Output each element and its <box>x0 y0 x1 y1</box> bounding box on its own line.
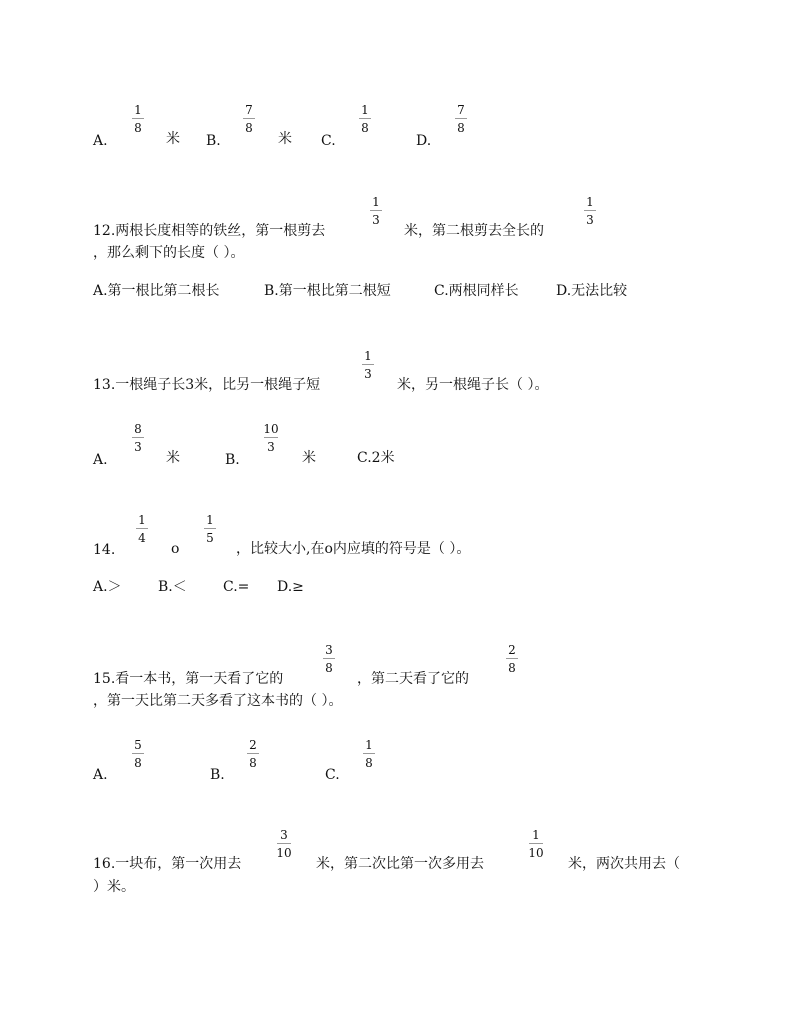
q15-fraction-1: 3 8 <box>316 643 342 675</box>
q13-option-a-label: A. <box>93 452 108 468</box>
q11-option-c-fraction: 1 8 <box>352 103 378 135</box>
q15-option-b-label: B. <box>210 767 225 783</box>
q16-fraction-2: 1 10 <box>528 828 544 860</box>
q14-stem: ，比较大小,在o内应填的符号是（ ）。 <box>236 541 471 557</box>
q14-number: 14. <box>93 542 116 558</box>
q14-option-a: A.＞ <box>93 579 122 595</box>
q13-stem-part2: 米，另一根绳子长（ ）。 <box>397 377 549 393</box>
q11-option-b-fraction: 7 8 <box>236 103 262 135</box>
q15-option-a-fraction: 5 8 <box>125 738 151 770</box>
q11-option-d-label: D. <box>416 133 432 149</box>
q15-stem-part1: 15.看一本书，第一天看了它的 <box>93 671 284 687</box>
q16-fraction-1: 3 10 <box>276 828 292 860</box>
q12-option-d: D.无法比较 <box>556 283 628 299</box>
q16-stem-part3: 米，两次共用去（ <box>568 856 680 872</box>
q11-option-b-unit: 米 <box>278 131 292 147</box>
q15-fraction-2: 2 8 <box>499 643 525 675</box>
q13-option-a-unit: 米 <box>166 450 180 466</box>
q12-stem-part1: 12.两根长度相等的铁丝，第一根剪去 <box>93 223 326 239</box>
q13-stem-part1: 13.一根绳子长3米，比另一根绳子短 <box>93 377 321 393</box>
q15-option-b-fraction: 2 8 <box>240 738 266 770</box>
q12-option-b: B.第一根比第二根短 <box>264 283 391 299</box>
q11-option-d-fraction: 7 8 <box>448 103 474 135</box>
q14-fraction-2: 1 5 <box>197 513 223 545</box>
q11-option-b-label: B. <box>206 133 221 149</box>
q16-stem-part2: 米，第二次比第一次多用去 <box>316 856 484 872</box>
q15-stem-part2: ，第二天看了它的 <box>357 671 469 687</box>
q12-stem-part2: 米，第二根剪去全长的 <box>404 223 544 239</box>
q15-option-c-fraction: 1 8 <box>356 738 382 770</box>
q13-option-a-fraction: 8 3 <box>125 422 151 454</box>
q14-option-c: C.= <box>223 579 250 595</box>
q13-option-b-fraction: 10 3 <box>263 422 279 454</box>
q16-stem-part1: 16.一块布，第一次用去 <box>93 856 242 872</box>
q12-option-a: A.第一根比第二根长 <box>93 283 220 299</box>
q14-compare-circle: o <box>171 541 180 557</box>
q11-option-a-label: A. <box>93 133 108 149</box>
q13-option-c: C.2米 <box>357 450 395 466</box>
q11-option-a-unit: 米 <box>166 131 180 147</box>
q15-option-c-label: C. <box>325 767 340 783</box>
q14-option-b: B.＜ <box>158 579 187 595</box>
q11-option-a-fraction: 1 8 <box>125 103 151 135</box>
q12-option-c: C.两根同样长 <box>434 283 519 299</box>
q12-fraction-2: 1 3 <box>577 195 603 227</box>
q13-option-b-unit: 米 <box>302 450 316 466</box>
q11-option-c-label: C. <box>321 133 336 149</box>
q13-fraction-1: 1 3 <box>355 349 381 381</box>
q14-fraction-1: 1 4 <box>129 513 155 545</box>
q15-stem-part3: ，第一天比第二天多看了这本书的（ ）。 <box>93 693 343 709</box>
q13-option-b-label: B. <box>225 452 240 468</box>
q12-stem-part3: ，那么剩下的长度（ ）。 <box>93 245 245 261</box>
q15-option-a-label: A. <box>93 767 108 783</box>
q16-stem-part4: ）米。 <box>93 879 135 895</box>
q12-fraction-1: 1 3 <box>363 195 389 227</box>
q14-option-d: D.≥ <box>277 579 304 595</box>
